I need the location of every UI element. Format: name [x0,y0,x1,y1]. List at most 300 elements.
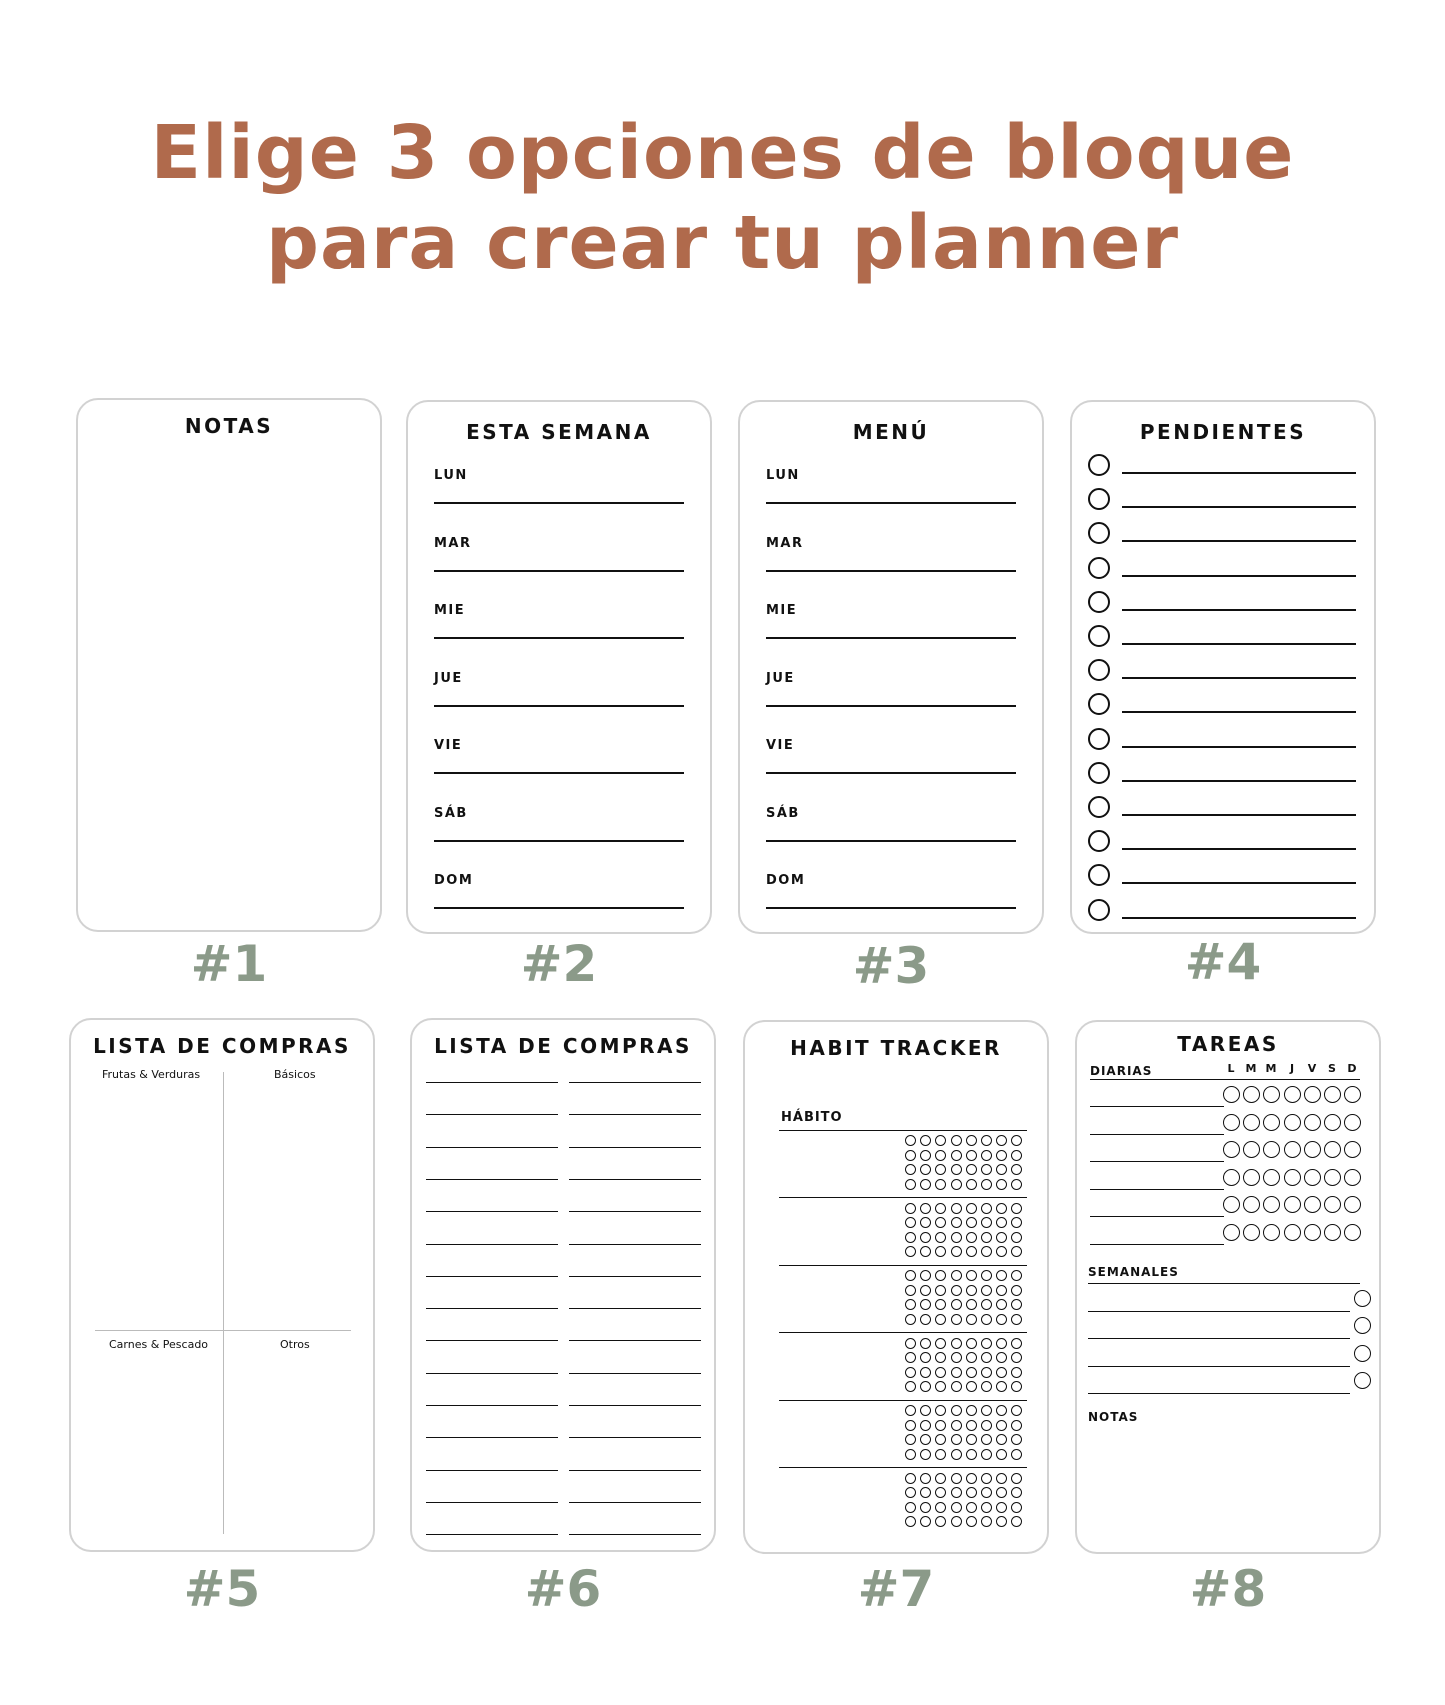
habit-check-bubble[interactable] [935,1352,946,1363]
daily-task-line[interactable] [1090,1161,1224,1162]
habit-check-bubble[interactable] [935,1150,946,1161]
habit-check-bubble[interactable] [966,1314,977,1325]
task-line[interactable] [1122,848,1356,850]
daily-check-circle[interactable] [1324,1196,1341,1213]
habit-check-bubble[interactable] [905,1135,916,1146]
checkbox-circle[interactable] [1088,762,1110,784]
weekly-check-circle[interactable] [1354,1345,1371,1362]
daily-check-circle[interactable] [1284,1196,1301,1213]
daily-task-line[interactable] [1090,1244,1224,1245]
habit-check-bubble[interactable] [966,1164,977,1175]
habit-check-bubble[interactable] [935,1299,946,1310]
habit-check-bubble[interactable] [905,1299,916,1310]
item-line[interactable] [426,1308,558,1309]
habit-check-bubble[interactable] [935,1164,946,1175]
habit-check-bubble[interactable] [951,1502,962,1513]
write-line[interactable] [766,840,1016,842]
daily-check-circle[interactable] [1263,1141,1280,1158]
item-line[interactable] [426,1147,558,1148]
habit-check-bubble[interactable] [996,1473,1007,1484]
habit-check-bubble[interactable] [981,1473,992,1484]
habit-check-bubble[interactable] [905,1502,916,1513]
habit-check-bubble[interactable] [951,1150,962,1161]
daily-check-circle[interactable] [1344,1196,1361,1213]
habit-check-bubble[interactable] [966,1338,977,1349]
weekly-check-circle[interactable] [1354,1290,1371,1307]
write-line[interactable] [434,637,684,639]
card-tareas[interactable] [1075,1020,1381,1554]
habit-check-bubble[interactable] [935,1516,946,1527]
habit-check-bubble[interactable] [1011,1473,1022,1484]
habit-check-bubble[interactable] [981,1352,992,1363]
habit-check-bubble[interactable] [905,1434,916,1445]
item-line[interactable] [569,1373,701,1374]
habit-row-line[interactable] [779,1332,1027,1333]
habit-check-bubble[interactable] [905,1164,916,1175]
habit-check-bubble[interactable] [920,1246,931,1257]
habit-check-bubble[interactable] [981,1516,992,1527]
habit-check-bubble[interactable] [920,1232,931,1243]
habit-check-bubble[interactable] [935,1405,946,1416]
daily-check-circle[interactable] [1243,1086,1260,1103]
write-line[interactable] [766,907,1016,909]
card-menu[interactable] [738,400,1044,934]
habit-check-bubble[interactable] [951,1434,962,1445]
item-line[interactable] [426,1470,558,1471]
habit-check-bubble[interactable] [935,1381,946,1392]
checkbox-circle[interactable] [1088,830,1110,852]
checkbox-circle[interactable] [1088,454,1110,476]
daily-task-line[interactable] [1090,1134,1224,1135]
habit-check-bubble[interactable] [935,1314,946,1325]
habit-check-bubble[interactable] [905,1381,916,1392]
habit-check-bubble[interactable] [1011,1217,1022,1228]
daily-check-circle[interactable] [1284,1114,1301,1131]
write-line[interactable] [434,705,684,707]
write-line[interactable] [766,502,1016,504]
habit-row-line[interactable] [779,1265,1027,1266]
daily-check-circle[interactable] [1304,1224,1321,1241]
daily-check-circle[interactable] [1243,1141,1260,1158]
habit-check-bubble[interactable] [996,1135,1007,1146]
habit-check-bubble[interactable] [966,1299,977,1310]
item-line[interactable] [569,1502,701,1503]
weekly-check-circle[interactable] [1354,1317,1371,1334]
daily-check-circle[interactable] [1324,1141,1341,1158]
habit-check-bubble[interactable] [920,1516,931,1527]
item-line[interactable] [426,1340,558,1341]
habit-check-bubble[interactable] [951,1338,962,1349]
habit-check-bubble[interactable] [951,1516,962,1527]
task-line[interactable] [1122,677,1356,679]
habit-check-bubble[interactable] [996,1434,1007,1445]
item-line[interactable] [426,1373,558,1374]
checkbox-circle[interactable] [1088,796,1110,818]
habit-check-bubble[interactable] [905,1150,916,1161]
habit-check-bubble[interactable] [920,1217,931,1228]
habit-check-bubble[interactable] [935,1367,946,1378]
card-esta-semana[interactable] [406,400,712,934]
item-line[interactable] [569,1211,701,1212]
item-line[interactable] [426,1244,558,1245]
habit-check-bubble[interactable] [920,1502,931,1513]
checkbox-circle[interactable] [1088,591,1110,613]
habit-check-bubble[interactable] [905,1487,916,1498]
task-line[interactable] [1122,472,1356,474]
daily-check-circle[interactable] [1304,1114,1321,1131]
habit-check-bubble[interactable] [966,1473,977,1484]
task-line[interactable] [1122,882,1356,884]
habit-check-bubble[interactable] [905,1246,916,1257]
habit-check-bubble[interactable] [996,1203,1007,1214]
habit-check-bubble[interactable] [1011,1449,1022,1460]
habit-check-bubble[interactable] [996,1487,1007,1498]
habit-check-bubble[interactable] [905,1367,916,1378]
item-line[interactable] [426,1179,558,1180]
daily-check-circle[interactable] [1263,1196,1280,1213]
daily-check-circle[interactable] [1344,1224,1361,1241]
habit-check-bubble[interactable] [951,1285,962,1296]
weekly-task-line[interactable] [1088,1366,1350,1367]
habit-check-bubble[interactable] [966,1381,977,1392]
habit-check-bubble[interactable] [1011,1338,1022,1349]
habit-check-bubble[interactable] [935,1135,946,1146]
habit-check-bubble[interactable] [1011,1232,1022,1243]
card-notas[interactable] [76,398,382,932]
item-line[interactable] [569,1340,701,1341]
habit-check-bubble[interactable] [935,1502,946,1513]
habit-check-bubble[interactable] [905,1449,916,1460]
write-line[interactable] [434,907,684,909]
habit-check-bubble[interactable] [935,1217,946,1228]
write-line[interactable] [434,570,684,572]
checkbox-circle[interactable] [1088,488,1110,510]
daily-check-circle[interactable] [1344,1141,1361,1158]
habit-check-bubble[interactable] [1011,1270,1022,1281]
daily-check-circle[interactable] [1284,1224,1301,1241]
task-line[interactable] [1122,609,1356,611]
habit-check-bubble[interactable] [905,1420,916,1431]
habit-check-bubble[interactable] [981,1338,992,1349]
daily-check-circle[interactable] [1223,1196,1240,1213]
habit-check-bubble[interactable] [996,1367,1007,1378]
task-line[interactable] [1122,746,1356,748]
write-line[interactable] [766,570,1016,572]
weekly-task-line[interactable] [1088,1311,1350,1312]
write-line[interactable] [766,772,1016,774]
habit-check-bubble[interactable] [981,1135,992,1146]
item-line[interactable] [569,1244,701,1245]
habit-check-bubble[interactable] [996,1352,1007,1363]
habit-check-bubble[interactable] [905,1516,916,1527]
daily-check-circle[interactable] [1223,1086,1240,1103]
checkbox-circle[interactable] [1088,899,1110,921]
habit-check-bubble[interactable] [920,1434,931,1445]
habit-check-bubble[interactable] [920,1487,931,1498]
habit-check-bubble[interactable] [920,1367,931,1378]
daily-check-circle[interactable] [1304,1196,1321,1213]
habit-check-bubble[interactable] [951,1381,962,1392]
item-line[interactable] [569,1308,701,1309]
habit-check-bubble[interactable] [905,1179,916,1190]
habit-check-bubble[interactable] [996,1285,1007,1296]
checkbox-circle[interactable] [1088,728,1110,750]
habit-check-bubble[interactable] [951,1246,962,1257]
item-line[interactable] [426,1114,558,1115]
habit-check-bubble[interactable] [920,1449,931,1460]
daily-check-circle[interactable] [1263,1224,1280,1241]
habit-check-bubble[interactable] [951,1352,962,1363]
habit-check-bubble[interactable] [981,1449,992,1460]
habit-check-bubble[interactable] [905,1270,916,1281]
habit-check-bubble[interactable] [981,1381,992,1392]
habit-check-bubble[interactable] [905,1314,916,1325]
habit-check-bubble[interactable] [996,1217,1007,1228]
habit-row-line[interactable] [779,1467,1027,1468]
habit-check-bubble[interactable] [1011,1352,1022,1363]
habit-check-bubble[interactable] [905,1352,916,1363]
habit-check-bubble[interactable] [951,1232,962,1243]
habit-check-bubble[interactable] [920,1203,931,1214]
task-line[interactable] [1122,711,1356,713]
habit-check-bubble[interactable] [905,1232,916,1243]
task-line[interactable] [1122,575,1356,577]
habit-check-bubble[interactable] [966,1434,977,1445]
habit-check-bubble[interactable] [905,1285,916,1296]
habit-check-bubble[interactable] [996,1314,1007,1325]
task-line[interactable] [1122,917,1356,919]
habit-check-bubble[interactable] [1011,1246,1022,1257]
item-line[interactable] [569,1437,701,1438]
habit-check-bubble[interactable] [966,1487,977,1498]
habit-check-bubble[interactable] [935,1179,946,1190]
write-line[interactable] [434,840,684,842]
item-line[interactable] [426,1082,558,1083]
habit-check-bubble[interactable] [935,1270,946,1281]
habit-check-bubble[interactable] [966,1135,977,1146]
habit-check-bubble[interactable] [966,1405,977,1416]
write-line[interactable] [434,772,684,774]
habit-check-bubble[interactable] [966,1217,977,1228]
habit-check-bubble[interactable] [935,1246,946,1257]
habit-check-bubble[interactable] [996,1405,1007,1416]
write-line[interactable] [766,637,1016,639]
habit-check-bubble[interactable] [951,1314,962,1325]
write-line[interactable] [766,705,1016,707]
habit-check-bubble[interactable] [935,1285,946,1296]
habit-check-bubble[interactable] [935,1449,946,1460]
card-habit-tracker[interactable] [743,1020,1049,1554]
habit-check-bubble[interactable] [981,1487,992,1498]
habit-check-bubble[interactable] [966,1352,977,1363]
habit-check-bubble[interactable] [920,1338,931,1349]
task-line[interactable] [1122,643,1356,645]
daily-check-circle[interactable] [1324,1224,1341,1241]
habit-check-bubble[interactable] [981,1434,992,1445]
task-line[interactable] [1122,780,1356,782]
habit-check-bubble[interactable] [981,1367,992,1378]
daily-task-line[interactable] [1090,1216,1224,1217]
checkbox-circle[interactable] [1088,659,1110,681]
habit-check-bubble[interactable] [951,1203,962,1214]
habit-check-bubble[interactable] [951,1135,962,1146]
habit-check-bubble[interactable] [951,1473,962,1484]
habit-check-bubble[interactable] [981,1285,992,1296]
habit-check-bubble[interactable] [920,1352,931,1363]
habit-check-bubble[interactable] [981,1246,992,1257]
habit-check-bubble[interactable] [951,1179,962,1190]
daily-task-line[interactable] [1090,1189,1224,1190]
habit-check-bubble[interactable] [935,1420,946,1431]
daily-check-circle[interactable] [1324,1086,1341,1103]
habit-check-bubble[interactable] [920,1179,931,1190]
item-line[interactable] [569,1082,701,1083]
task-line[interactable] [1122,506,1356,508]
habit-check-bubble[interactable] [920,1135,931,1146]
item-line[interactable] [569,1147,701,1148]
weekly-task-line[interactable] [1088,1393,1350,1394]
habit-check-bubble[interactable] [1011,1150,1022,1161]
card-pendientes[interactable] [1070,400,1376,934]
habit-check-bubble[interactable] [981,1420,992,1431]
habit-check-bubble[interactable] [920,1270,931,1281]
daily-check-circle[interactable] [1344,1086,1361,1103]
daily-check-circle[interactable] [1223,1224,1240,1241]
item-line[interactable] [569,1276,701,1277]
habit-check-bubble[interactable] [951,1217,962,1228]
daily-check-circle[interactable] [1243,1224,1260,1241]
habit-check-bubble[interactable] [966,1420,977,1431]
habit-check-bubble[interactable] [951,1487,962,1498]
habit-check-bubble[interactable] [1011,1420,1022,1431]
habit-check-bubble[interactable] [1011,1516,1022,1527]
item-line[interactable] [569,1470,701,1471]
habit-check-bubble[interactable] [920,1164,931,1175]
daily-check-circle[interactable] [1263,1086,1280,1103]
daily-check-circle[interactable] [1263,1169,1280,1186]
write-line[interactable] [434,502,684,504]
habit-check-bubble[interactable] [920,1473,931,1484]
habit-check-bubble[interactable] [966,1285,977,1296]
daily-check-circle[interactable] [1304,1169,1321,1186]
habit-check-bubble[interactable] [920,1314,931,1325]
daily-check-circle[interactable] [1243,1114,1260,1131]
habit-check-bubble[interactable] [981,1299,992,1310]
habit-check-bubble[interactable] [981,1314,992,1325]
daily-check-circle[interactable] [1263,1114,1280,1131]
habit-check-bubble[interactable] [981,1150,992,1161]
habit-row-line[interactable] [779,1197,1027,1198]
checkbox-circle[interactable] [1088,522,1110,544]
habit-check-bubble[interactable] [935,1232,946,1243]
habit-check-bubble[interactable] [966,1367,977,1378]
weekly-task-line[interactable] [1088,1338,1350,1339]
daily-check-circle[interactable] [1344,1114,1361,1131]
habit-check-bubble[interactable] [996,1516,1007,1527]
daily-check-circle[interactable] [1223,1169,1240,1186]
card-lista-compras-lineas[interactable] [410,1018,716,1552]
habit-check-bubble[interactable] [1011,1487,1022,1498]
habit-check-bubble[interactable] [981,1164,992,1175]
habit-check-bubble[interactable] [996,1179,1007,1190]
habit-check-bubble[interactable] [981,1502,992,1513]
item-line[interactable] [426,1211,558,1212]
item-line[interactable] [426,1502,558,1503]
habit-check-bubble[interactable] [966,1516,977,1527]
habit-check-bubble[interactable] [1011,1135,1022,1146]
habit-check-bubble[interactable] [1011,1164,1022,1175]
habit-check-bubble[interactable] [935,1338,946,1349]
daily-check-circle[interactable] [1284,1141,1301,1158]
habit-check-bubble[interactable] [981,1232,992,1243]
daily-check-circle[interactable] [1344,1169,1361,1186]
habit-check-bubble[interactable] [996,1502,1007,1513]
habit-check-bubble[interactable] [966,1179,977,1190]
item-line[interactable] [426,1276,558,1277]
checkbox-circle[interactable] [1088,557,1110,579]
item-line[interactable] [569,1114,701,1115]
habit-check-bubble[interactable] [951,1449,962,1460]
daily-check-circle[interactable] [1324,1169,1341,1186]
habit-check-bubble[interactable] [951,1299,962,1310]
item-line[interactable] [426,1405,558,1406]
item-line[interactable] [569,1405,701,1406]
habit-check-bubble[interactable] [935,1203,946,1214]
habit-check-bubble[interactable] [966,1270,977,1281]
habit-check-bubble[interactable] [981,1405,992,1416]
habit-check-bubble[interactable] [905,1338,916,1349]
checkbox-circle[interactable] [1088,864,1110,886]
habit-check-bubble[interactable] [996,1164,1007,1175]
habit-check-bubble[interactable] [996,1270,1007,1281]
habit-check-bubble[interactable] [905,1203,916,1214]
checkbox-circle[interactable] [1088,693,1110,715]
habit-check-bubble[interactable] [981,1217,992,1228]
habit-check-bubble[interactable] [1011,1405,1022,1416]
habit-check-bubble[interactable] [951,1405,962,1416]
habit-check-bubble[interactable] [1011,1299,1022,1310]
habit-check-bubble[interactable] [981,1270,992,1281]
habit-check-bubble[interactable] [996,1150,1007,1161]
task-line[interactable] [1122,540,1356,542]
daily-check-circle[interactable] [1284,1086,1301,1103]
habit-check-bubble[interactable] [966,1449,977,1460]
habit-check-bubble[interactable] [996,1449,1007,1460]
habit-check-bubble[interactable] [905,1405,916,1416]
daily-check-circle[interactable] [1284,1169,1301,1186]
item-line[interactable] [569,1534,701,1535]
daily-task-line[interactable] [1090,1106,1224,1107]
habit-check-bubble[interactable] [1011,1434,1022,1445]
habit-check-bubble[interactable] [1011,1367,1022,1378]
item-line[interactable] [426,1437,558,1438]
habit-check-bubble[interactable] [935,1434,946,1445]
habit-check-bubble[interactable] [920,1420,931,1431]
habit-check-bubble[interactable] [905,1473,916,1484]
task-line[interactable] [1122,814,1356,816]
daily-check-circle[interactable] [1243,1169,1260,1186]
habit-check-bubble[interactable] [935,1487,946,1498]
habit-check-bubble[interactable] [966,1502,977,1513]
habit-check-bubble[interactable] [920,1381,931,1392]
daily-check-circle[interactable] [1304,1086,1321,1103]
habit-check-bubble[interactable] [1011,1285,1022,1296]
habit-check-bubble[interactable] [981,1179,992,1190]
habit-check-bubble[interactable] [996,1338,1007,1349]
item-line[interactable] [426,1534,558,1535]
habit-check-bubble[interactable] [1011,1203,1022,1214]
habit-check-bubble[interactable] [920,1405,931,1416]
